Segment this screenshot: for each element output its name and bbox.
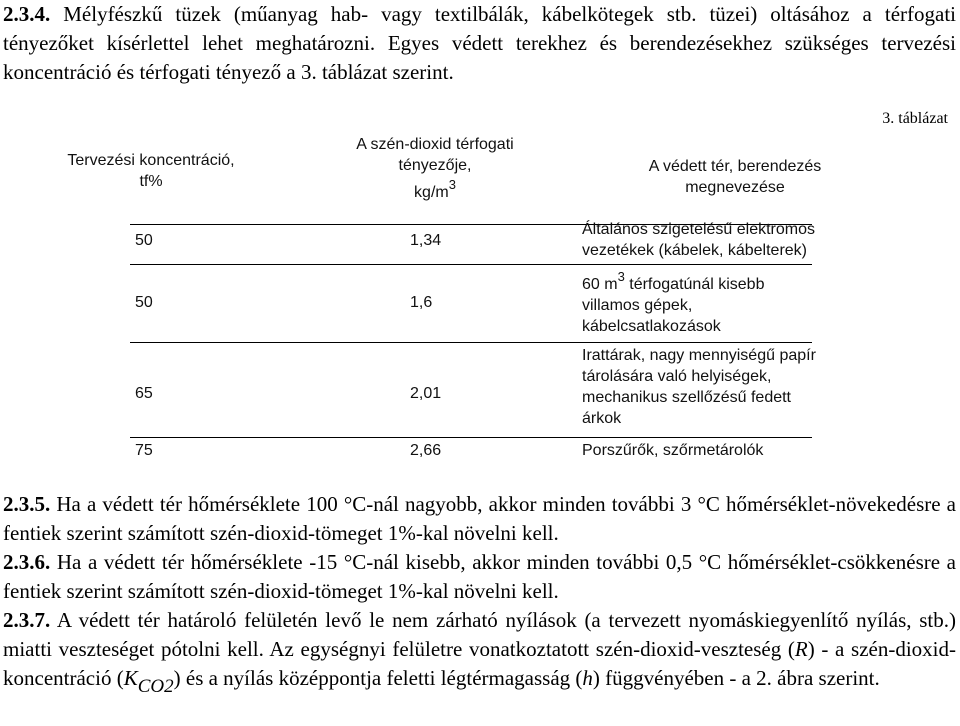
cell-description: 60 $m^3$ térfogatúnál kisebb villamos gépek, kábelcsatlakozások [582,269,765,335]
cell-concentration: 50 [135,232,153,249]
cell-description: Általános szigetelésű elektromos vezetékek (kábelek, kábelterek) [582,221,816,259]
header-line: tf% [139,173,163,190]
paragraphs-bottom [3,490,957,697]
symbol-k-subscript: CO2 [137,676,174,697]
cell-factor: 2,66 [410,442,442,459]
symbol-h: h [582,666,593,690]
cell-factor: 1,6 [410,294,433,311]
cell-description: Porszűrők, szőrmetárolók [582,442,764,459]
header-line: A védett tér, berendezés [648,158,822,175]
cell-concentration: 75 [135,442,153,459]
table-rule [130,342,812,343]
header-line: Tervezési koncentráció, [67,152,235,169]
cell-concentration: 65 [135,385,153,402]
table-caption: 3. táblázat [882,110,948,127]
paragraph-2-3-7: 2.3.7. A védett tér határoló felületén levő le nem zárható nyílások (a tervezett nyomáskiegyenlítő nyílás, stb.) miatti veszteséget pótolni kell. Az egységnyi felületre vonatkoztatott szén-dioxid-veszteség (R) - a szén-dioxid-koncentráció $(K_{CO2})$ és a nyílás középpontja feletti légtérmagasság (h) függvényében - a 2. ábra szerint. [3,608,957,697]
header-unit: $kg/m^3$ [414,177,456,201]
header-line: megnevezése [685,179,785,196]
header-line: tényezője, [398,157,472,174]
cell-concentration: 50 [135,294,153,311]
table-rule [130,264,812,265]
header-protected-space [600,156,870,198]
paragraph-2-3-5: 2.3.5. Ha a védett tér hőmérséklete 100 °C-nál nagyobb, akkor minden további 3 °C hőmérséklet-növekedésre a fentiek szerint számított szén-dioxid-tömeget 1%-kal növelni kell. [3,492,956,545]
cell-description: Irattárak, nagy mennyiségű papír tárolására való helyiségek, mechanikus szellőzésű fedett árkok [582,347,816,427]
symbol-r: R [794,637,808,661]
header-volume-factor [300,134,570,203]
cell-factor: 2,01 [410,385,442,402]
paragraph-text: Mélyfészkű tüzek (műanyag hab- vagy textilbálák, kábelkötegek stb. tüzei) oltásához a térfogati tényezőket kísérlettel lehet meghatározni. Egyes védett terekhez és berendezésekhez szükséges tervezési koncentráció és térfogati tényező a 3. táblázat szerint. [3,2,956,84]
header-line: A szén-dioxid térfogati [356,136,514,153]
paragraph-2-3-6: 2.3.6. Ha a védett tér hőmérséklete -15 °C-nál kisebb, akkor minden további 0,5 °C hőmérséklet-csökkenésre a fentiek szerint számított szén-dioxid-tömeget 1%-kal növelni kell. [3,550,956,603]
paragraph-2-3-4 [3,0,956,87]
cell-factor: 1,34 [410,232,442,249]
symbol-k: K [123,666,138,690]
table-rule [130,437,812,438]
header-concentration [20,150,282,192]
section-number: 2.3.4. [3,2,51,26]
